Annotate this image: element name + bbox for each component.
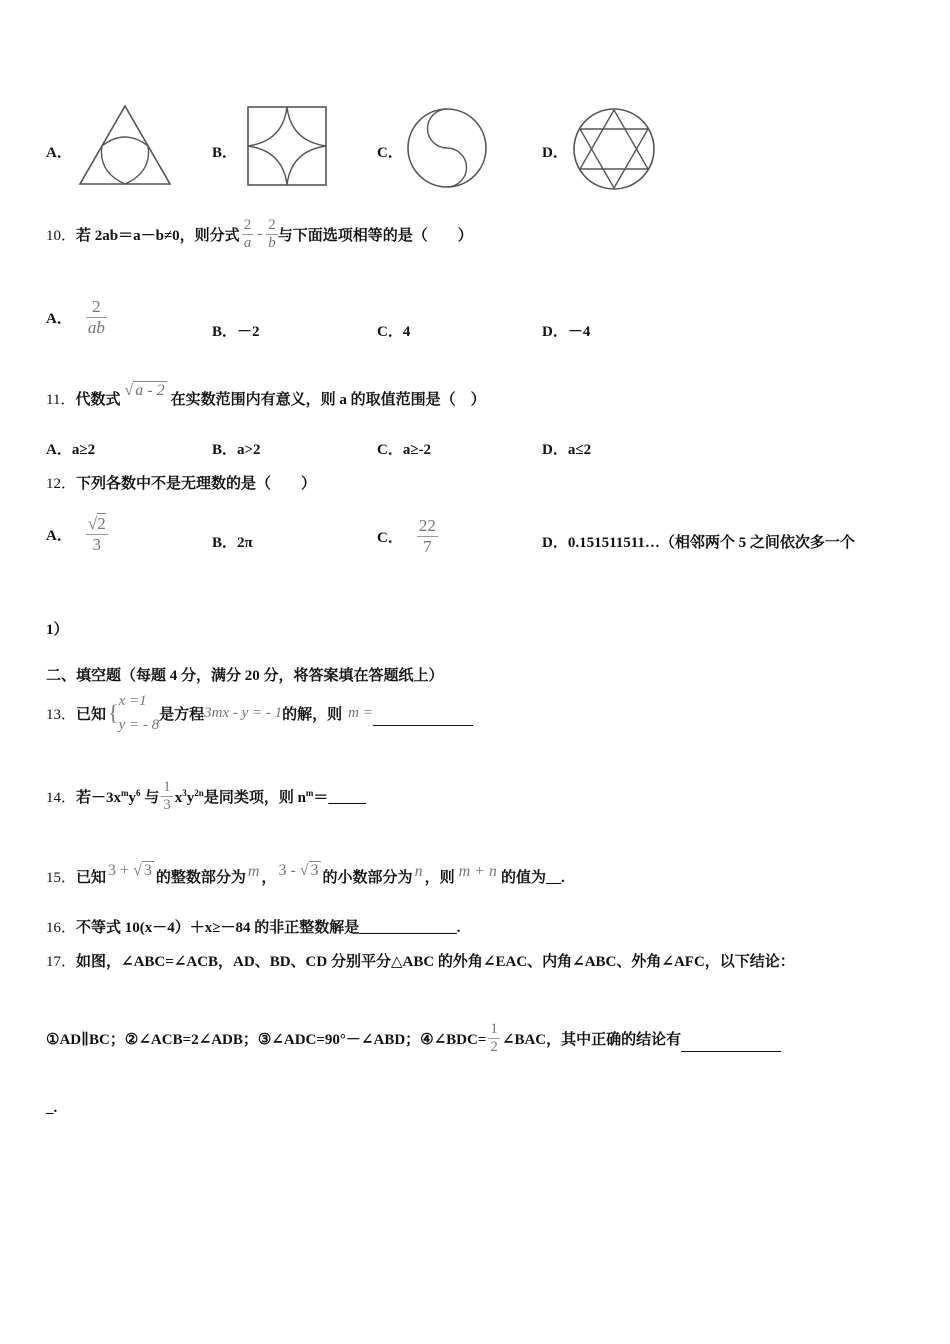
q16-text: 不等式 10(x－4）＋x≥－84 的非正整数解是_____________. xyxy=(76,920,461,936)
q17-frac-den: 2 xyxy=(490,1038,498,1055)
q14-text3: 与 xyxy=(140,789,160,806)
q12-optA-num: √2 xyxy=(87,513,106,533)
q13-system xyxy=(119,689,160,737)
q11-question xyxy=(46,378,486,418)
q10-fraction-2 xyxy=(266,217,278,252)
q15-expression-1: 3 + √ 3 xyxy=(108,862,152,879)
q13-text2: 是方程 xyxy=(159,706,205,723)
q15-text3: 的小数部分为 xyxy=(322,869,413,886)
q14-text7: ＝_____ xyxy=(313,789,366,806)
q16-number: 16． xyxy=(46,920,77,936)
q10-optA-num: 2 xyxy=(92,296,101,316)
q14-sup5: m xyxy=(305,787,314,798)
q11-sqrt: √ a - 2 xyxy=(124,382,165,399)
q15-expr1-a: 3 + xyxy=(108,862,130,879)
q10-option-d: D．－4 xyxy=(542,324,591,340)
q10-frac1-num: 2 xyxy=(243,216,252,233)
q14-text5: y xyxy=(186,789,195,806)
q13-text3: 的解，则 xyxy=(282,706,343,723)
q10-option-c: C．4 xyxy=(377,324,411,340)
q15-expr1-radicand: 3 xyxy=(143,862,152,879)
q11-radicand: a - 2 xyxy=(135,382,165,399)
q13-system-line2: y = - 8 xyxy=(118,717,160,733)
q9-option-d-label: D． xyxy=(542,145,568,161)
q12-option-c-fraction xyxy=(417,516,438,557)
q13-text1: 已知 xyxy=(76,706,107,723)
q14-number: 14． xyxy=(46,789,77,806)
q12-number: 12． xyxy=(46,476,77,492)
q12-option-c-label: C． xyxy=(377,529,403,546)
q14-sup2: 6 xyxy=(136,787,141,798)
q10-frac2-num: 2 xyxy=(268,216,276,233)
q10-fraction-1 xyxy=(242,217,254,252)
q13-brace: { xyxy=(108,700,119,725)
q17-text: 如图，∠ABC=∠ACB，AD、BD、CD 分别平分△ABC 的外角∠EAC、内角∠ABC、外角∠AFC，以下结论： xyxy=(76,954,795,970)
q12-option-c xyxy=(377,508,438,564)
q17-conclusions-a: ①AD∥BC；②∠ACB=2∠ADB；③∠ADC=90°－∠ABD；④∠BDC= xyxy=(46,1031,487,1048)
q14-fraction xyxy=(161,779,173,814)
q12-option-a-label: A． xyxy=(46,527,72,544)
q13-variable: m = xyxy=(348,704,373,721)
q12-option-a-fraction xyxy=(86,514,108,555)
q14-text6: 是同类项，则 n xyxy=(203,789,306,806)
star-of-david-in-circle-icon xyxy=(570,106,658,192)
q16-question xyxy=(46,916,461,937)
q17-question xyxy=(46,950,795,971)
q10-question xyxy=(46,210,473,258)
taiji-circle-icon xyxy=(405,106,489,190)
q11-text-before: 代数式 xyxy=(75,391,121,408)
q15-text2: 的整数部分为 xyxy=(155,869,246,886)
q14-expression xyxy=(76,786,159,807)
q17-conclusions-b: ∠BAC，其中正确的结论有 xyxy=(501,1031,682,1048)
q10-frac1-den: a xyxy=(243,234,252,251)
q12-question xyxy=(46,472,316,493)
q10-text-before: 若 2ab＝a－b≠0，则分式 xyxy=(76,227,240,244)
q12-option-d: D．0.151511511…（相邻两个 5 之间依次多一个 xyxy=(542,535,855,551)
q14-question xyxy=(46,772,366,820)
q15-expr2-radicand: 3 xyxy=(310,862,319,879)
q10-number: 10． xyxy=(46,227,77,244)
q12-option-a xyxy=(46,505,108,563)
q14-frac-den: 3 xyxy=(163,796,171,813)
q12-optA-radicand: 2 xyxy=(97,513,106,533)
q13-number: 13． xyxy=(46,706,77,723)
q12-optA-den: 3 xyxy=(86,534,108,555)
q15-comma: ， xyxy=(261,869,277,886)
q14-text1: 若－3x xyxy=(76,789,122,806)
q15-var-n: n xyxy=(414,863,423,880)
q11-option-b: B．a>2 xyxy=(212,442,261,458)
q15-expression-2: 3 - √ 3 xyxy=(278,862,319,879)
q10-text-after: 与下面选项相等的是（ ） xyxy=(277,227,473,244)
q11-option-c: C．a≥-2 xyxy=(377,442,432,458)
q15-expression-3: m + n xyxy=(458,863,497,880)
q10-option-a-fraction xyxy=(86,297,107,338)
q15-var-m: m xyxy=(247,863,260,880)
q15-text1: 已知 xyxy=(76,869,107,886)
q15-expr2-a: 3 - xyxy=(278,862,296,879)
q10-option-b: B．－2 xyxy=(212,324,260,340)
q12-text: 下列各数中不是无理数的是（ ） xyxy=(76,476,317,492)
q14-frac-num: 1 xyxy=(163,778,171,795)
q17-answer-blank[interactable] xyxy=(681,1037,781,1052)
q14-expression-2 xyxy=(175,786,366,807)
q14-sup4: 2n xyxy=(194,787,204,798)
q12-optC-den: 7 xyxy=(417,536,438,557)
q10-minus: - xyxy=(257,225,263,242)
q11-text-after: 在实数范围内有意义，则 a 的取值范围是（ ） xyxy=(170,391,486,408)
q15-text5: 的值为__. xyxy=(500,869,565,886)
q10-option-a xyxy=(46,293,107,341)
q10-frac2-den: b xyxy=(268,234,276,251)
q14-text4: x xyxy=(174,789,183,806)
square-with-star-icon xyxy=(246,105,328,187)
q10-option-a-label: A． xyxy=(46,310,72,327)
q9-option-c-label: C． xyxy=(377,145,403,161)
q14-sup1: m xyxy=(121,787,129,798)
q17-conclusions xyxy=(46,1010,781,1066)
q14-text2: y xyxy=(128,789,137,806)
q12-optC-num: 22 xyxy=(418,515,436,535)
q11-option-d: D．a≤2 xyxy=(542,442,592,458)
q17-frac-num: 1 xyxy=(490,1020,498,1037)
q12-option-b: B．2π xyxy=(212,535,253,551)
q15-question xyxy=(46,858,565,894)
q9-option-b-label: B． xyxy=(212,145,238,161)
q15-text4: ，则 xyxy=(424,869,455,886)
q13-system-line1: x =1 xyxy=(118,693,147,709)
q17-fraction xyxy=(488,1021,500,1056)
q13-equation: 3mx - y = - 1 xyxy=(204,704,283,721)
q13-question xyxy=(46,686,473,740)
triangle-with-arcs-icon xyxy=(76,102,174,188)
q17-number: 17． xyxy=(46,954,77,970)
q13-answer-blank[interactable] xyxy=(373,711,473,726)
section-2-title: 二、填空题（每题 4 分，满分 20 分，将答案填在答题纸上） xyxy=(46,668,444,684)
q15-number: 15． xyxy=(46,869,77,886)
q14-sup3: 3 xyxy=(182,787,187,798)
q11-number: 11． xyxy=(46,391,76,408)
q11-option-a: A．a≥2 xyxy=(46,442,96,458)
q17-blank-continued: _. xyxy=(46,1100,58,1116)
q12-option-d-continued: 1） xyxy=(46,622,69,638)
q9-option-a-label: A． xyxy=(46,145,72,161)
q10-optA-den: ab xyxy=(87,317,105,337)
